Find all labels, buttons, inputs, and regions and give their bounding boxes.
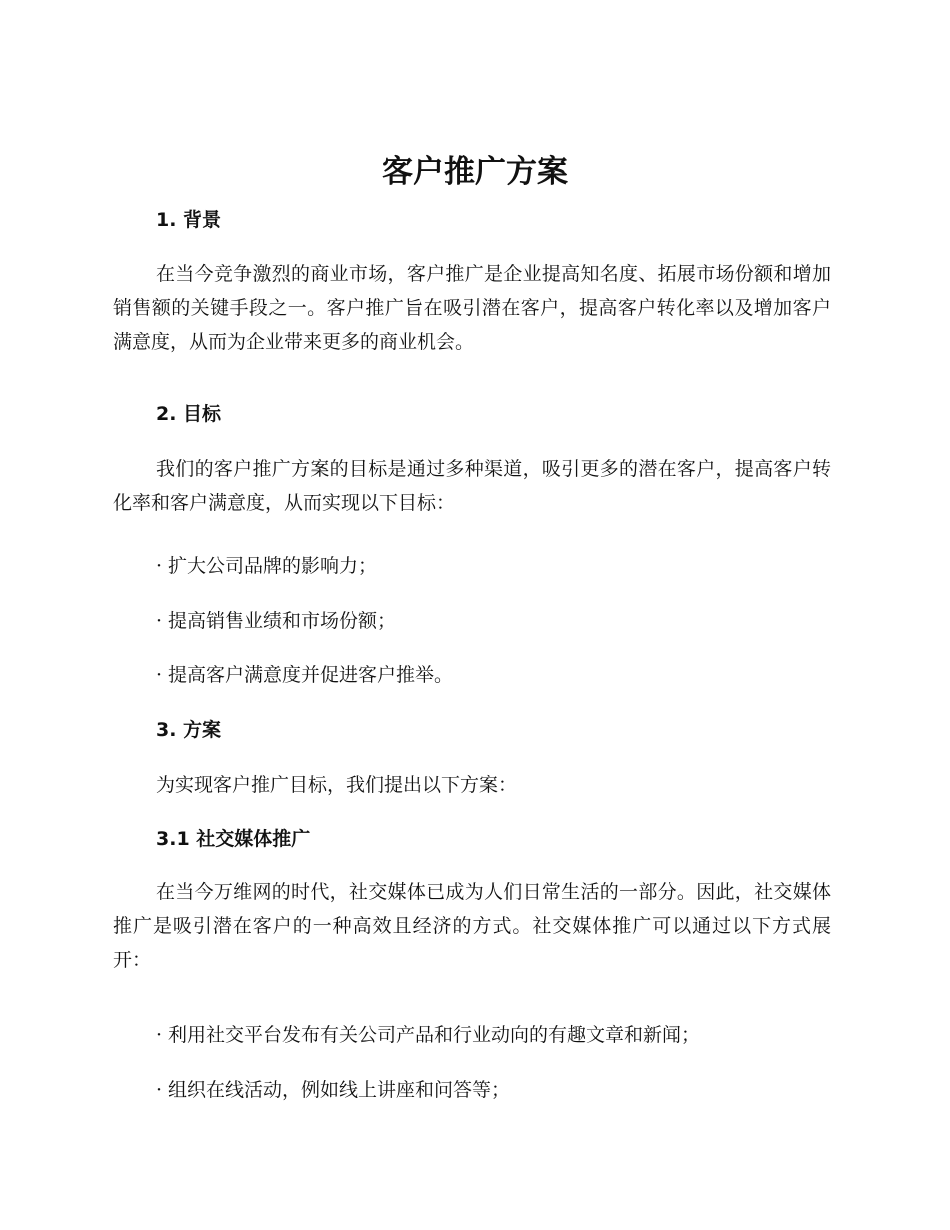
list-item-text: 提高销售业绩和市场份额； (168, 610, 397, 632)
list-item (156, 1021, 700, 1049)
goals-paragraph: 我们的客户推广方案的目标是通过多种渠道，吸引更多的潜在客户，提高客户转化率和客户满意度，从而实现以下目标： (113, 458, 831, 514)
list-item (156, 1076, 510, 1104)
bullet-icon: · (156, 610, 163, 632)
bullet-icon: · (156, 664, 163, 686)
list-item-text: 扩大公司品牌的影响力； (168, 555, 378, 577)
plan-intro: 为实现客户推广目标，我们提出以下方案： (156, 774, 518, 796)
list-item-text: 利用社交平台发布有关公司产品和行业动向的有趣文章和新闻； (168, 1024, 701, 1046)
section-heading-goals: 2. 目标 (156, 403, 222, 425)
list-item (156, 661, 453, 689)
section-heading-plan: 3. 方案 (156, 719, 222, 741)
list-item (156, 552, 377, 580)
list-item-text: 组织在线活动，例如线上讲座和问答等； (168, 1079, 511, 1101)
social-media-paragraph: 在当今万维网的时代，社交媒体已成为人们日常生活的一部分。因此，社交媒体推广是吸引潜在客户的一种高效且经济的方式。社交媒体推广可以通过以下方式展开： (113, 881, 831, 971)
list-item-text: 提高客户满意度并促进客户推举。 (168, 664, 454, 686)
bullet-icon: · (156, 1024, 163, 1046)
bullet-icon: · (156, 555, 163, 577)
bullet-icon: · (156, 1079, 163, 1101)
list-item (156, 607, 396, 635)
background-paragraph: 在当今竞争激烈的商业市场，客户推广是企业提高知名度、拓展市场份额和增加销售额的关键手段之一。客户推广旨在吸引潜在客户，提高客户转化率以及增加客户满意度，从而为企业带来更多的商业机会。 (113, 263, 831, 353)
section-heading-background: 1. 背景 (156, 209, 222, 231)
subsection-heading-social-media: 3.1 社交媒体推广 (156, 828, 311, 850)
document-title: 客户推广方案 (382, 154, 568, 190)
